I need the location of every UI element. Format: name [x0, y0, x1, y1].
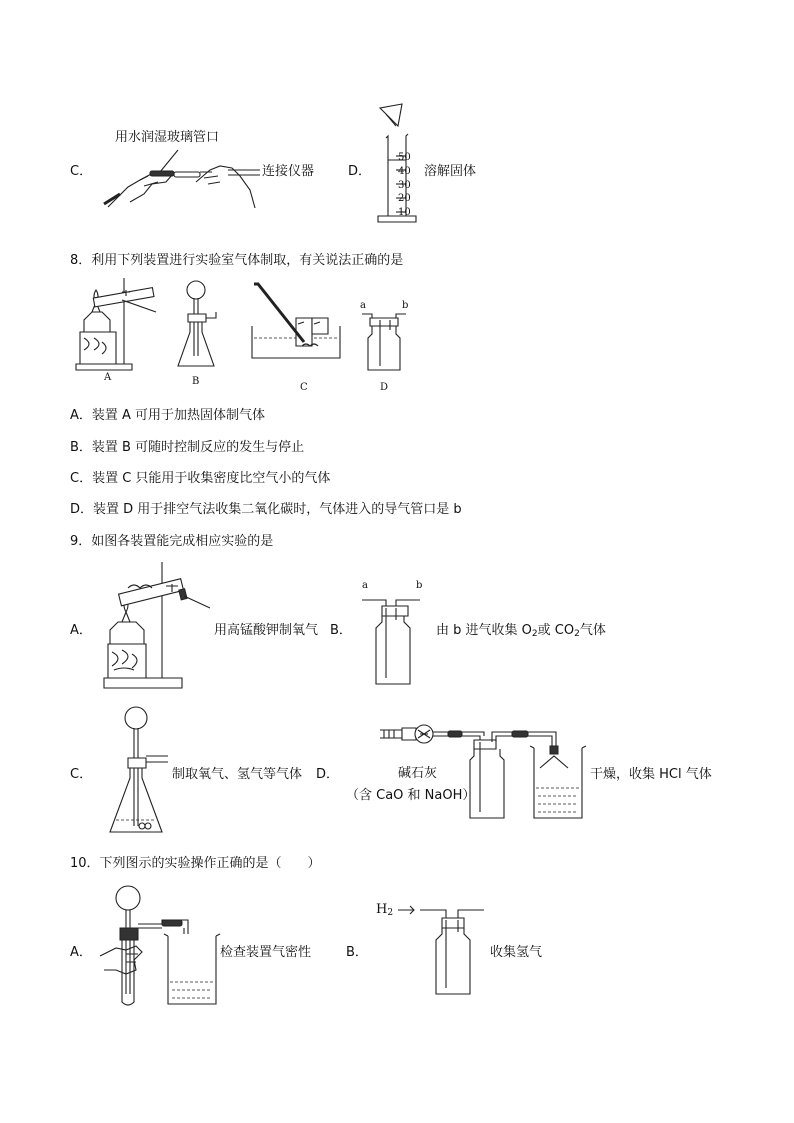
q8-stem: 8．利用下列装置进行实验室气体制取，有关说法正确的是: [70, 253, 404, 268]
q7-option-c-text: 连接仪器: [262, 164, 315, 179]
q9-option-b-sub2: 2: [574, 629, 580, 639]
q10-h2-symbol: H: [376, 902, 388, 917]
q7-cylinder-tick-10: 10: [398, 207, 411, 218]
q10-h2-subscript: 2: [387, 908, 394, 918]
q9-option-d-text: 干燥，收集 HCl 气体: [590, 767, 712, 782]
q9-port-a: a: [362, 580, 368, 591]
q10-option-a-letter: A．: [70, 945, 92, 960]
q9-option-a-letter: A．: [70, 623, 92, 638]
q10-option-b-text: 收集氢气: [490, 945, 543, 960]
q9-stem: 9．如图各装置能完成相应实验的是: [70, 534, 274, 549]
q9-option-b-letter: B．: [330, 623, 352, 638]
q10-option-b-letter: B．: [346, 945, 368, 960]
q7-graduated-cylinder-figure: [372, 104, 422, 234]
q8-port-b: b: [402, 300, 409, 311]
q9-option-d-caption-1: 碱石灰: [398, 766, 438, 781]
q10-airtightness-check-figure: [96, 884, 220, 1012]
q7-cylinder-tick-20: 20: [398, 193, 411, 204]
q8-label-b: B: [192, 376, 200, 387]
q10-stem: 10．下列图示的实验操作正确的是（ ）: [70, 856, 321, 871]
q9-heating-kmno4-figure: [100, 560, 212, 694]
q8-apparatus-a-figure: [72, 272, 160, 383]
q9-option-d-letter: D．: [316, 767, 340, 782]
q9-option-b-text-part3: 气体: [579, 623, 606, 638]
q8-option-c: C．装置 C 只能用于收集密度比空气小的气体: [70, 471, 331, 486]
q8-apparatus-d-figure: [358, 298, 410, 394]
q10-collect-hydrogen-figure: [396, 900, 486, 1000]
q7-option-d-letter: D．: [348, 164, 372, 179]
q10-option-a-text: 检查装置气密性: [220, 945, 312, 960]
q8-label-c: C: [300, 382, 308, 393]
q7-option-c-letter: C．: [70, 164, 93, 179]
q8-option-b: B．装置 B 可随时控制反应的发生与停止: [70, 440, 305, 455]
q9-gas-bottle-figure: [358, 576, 424, 688]
q9-flask-funnel-figure: [106, 706, 172, 836]
q9-option-b-text-part1: 由 b 进气收集 O: [436, 623, 532, 638]
q8-option-a: A．装置 A 可用于加热固体制气体: [70, 408, 266, 423]
q9-option-b-text: [436, 619, 606, 639]
q9-option-a-text: 用高锰酸钾制氧气: [214, 623, 319, 638]
q9-option-c-text: 制取氧气、氢气等气体: [172, 767, 303, 782]
q7-cylinder-tick-30: 30: [398, 180, 411, 191]
q8-option-d: D．装置 D 用于排空气法收集二氧化碳时，气体进入的导气管口是 b: [70, 502, 462, 517]
q9-option-b-text-part2: 或 CO: [537, 623, 575, 638]
q8-apparatus-c-figure: [248, 278, 344, 393]
q8-label-a: A: [104, 372, 112, 383]
q7-option-c-caption: 用水润湿玻璃管口: [115, 130, 220, 145]
q9-option-c-letter: C．: [70, 767, 93, 782]
q7-hands-connecting-tube-figure: [100, 142, 260, 212]
q10-h2-label: [376, 902, 393, 918]
q9-option-d-caption-2: （含 CaO 和 NaOH）: [346, 788, 476, 803]
q7-cylinder-tick-40: 40: [398, 166, 411, 177]
q8-apparatus-b-figure: [176, 280, 224, 387]
q9-port-b: b: [416, 580, 423, 591]
q8-port-a: a: [360, 300, 366, 311]
q9-option-b-sub1: 2: [531, 629, 538, 639]
q7-cylinder-tick-50: 50: [398, 152, 411, 163]
q7-option-d-text: 溶解固体: [424, 164, 477, 179]
q8-label-d: D: [380, 382, 389, 393]
